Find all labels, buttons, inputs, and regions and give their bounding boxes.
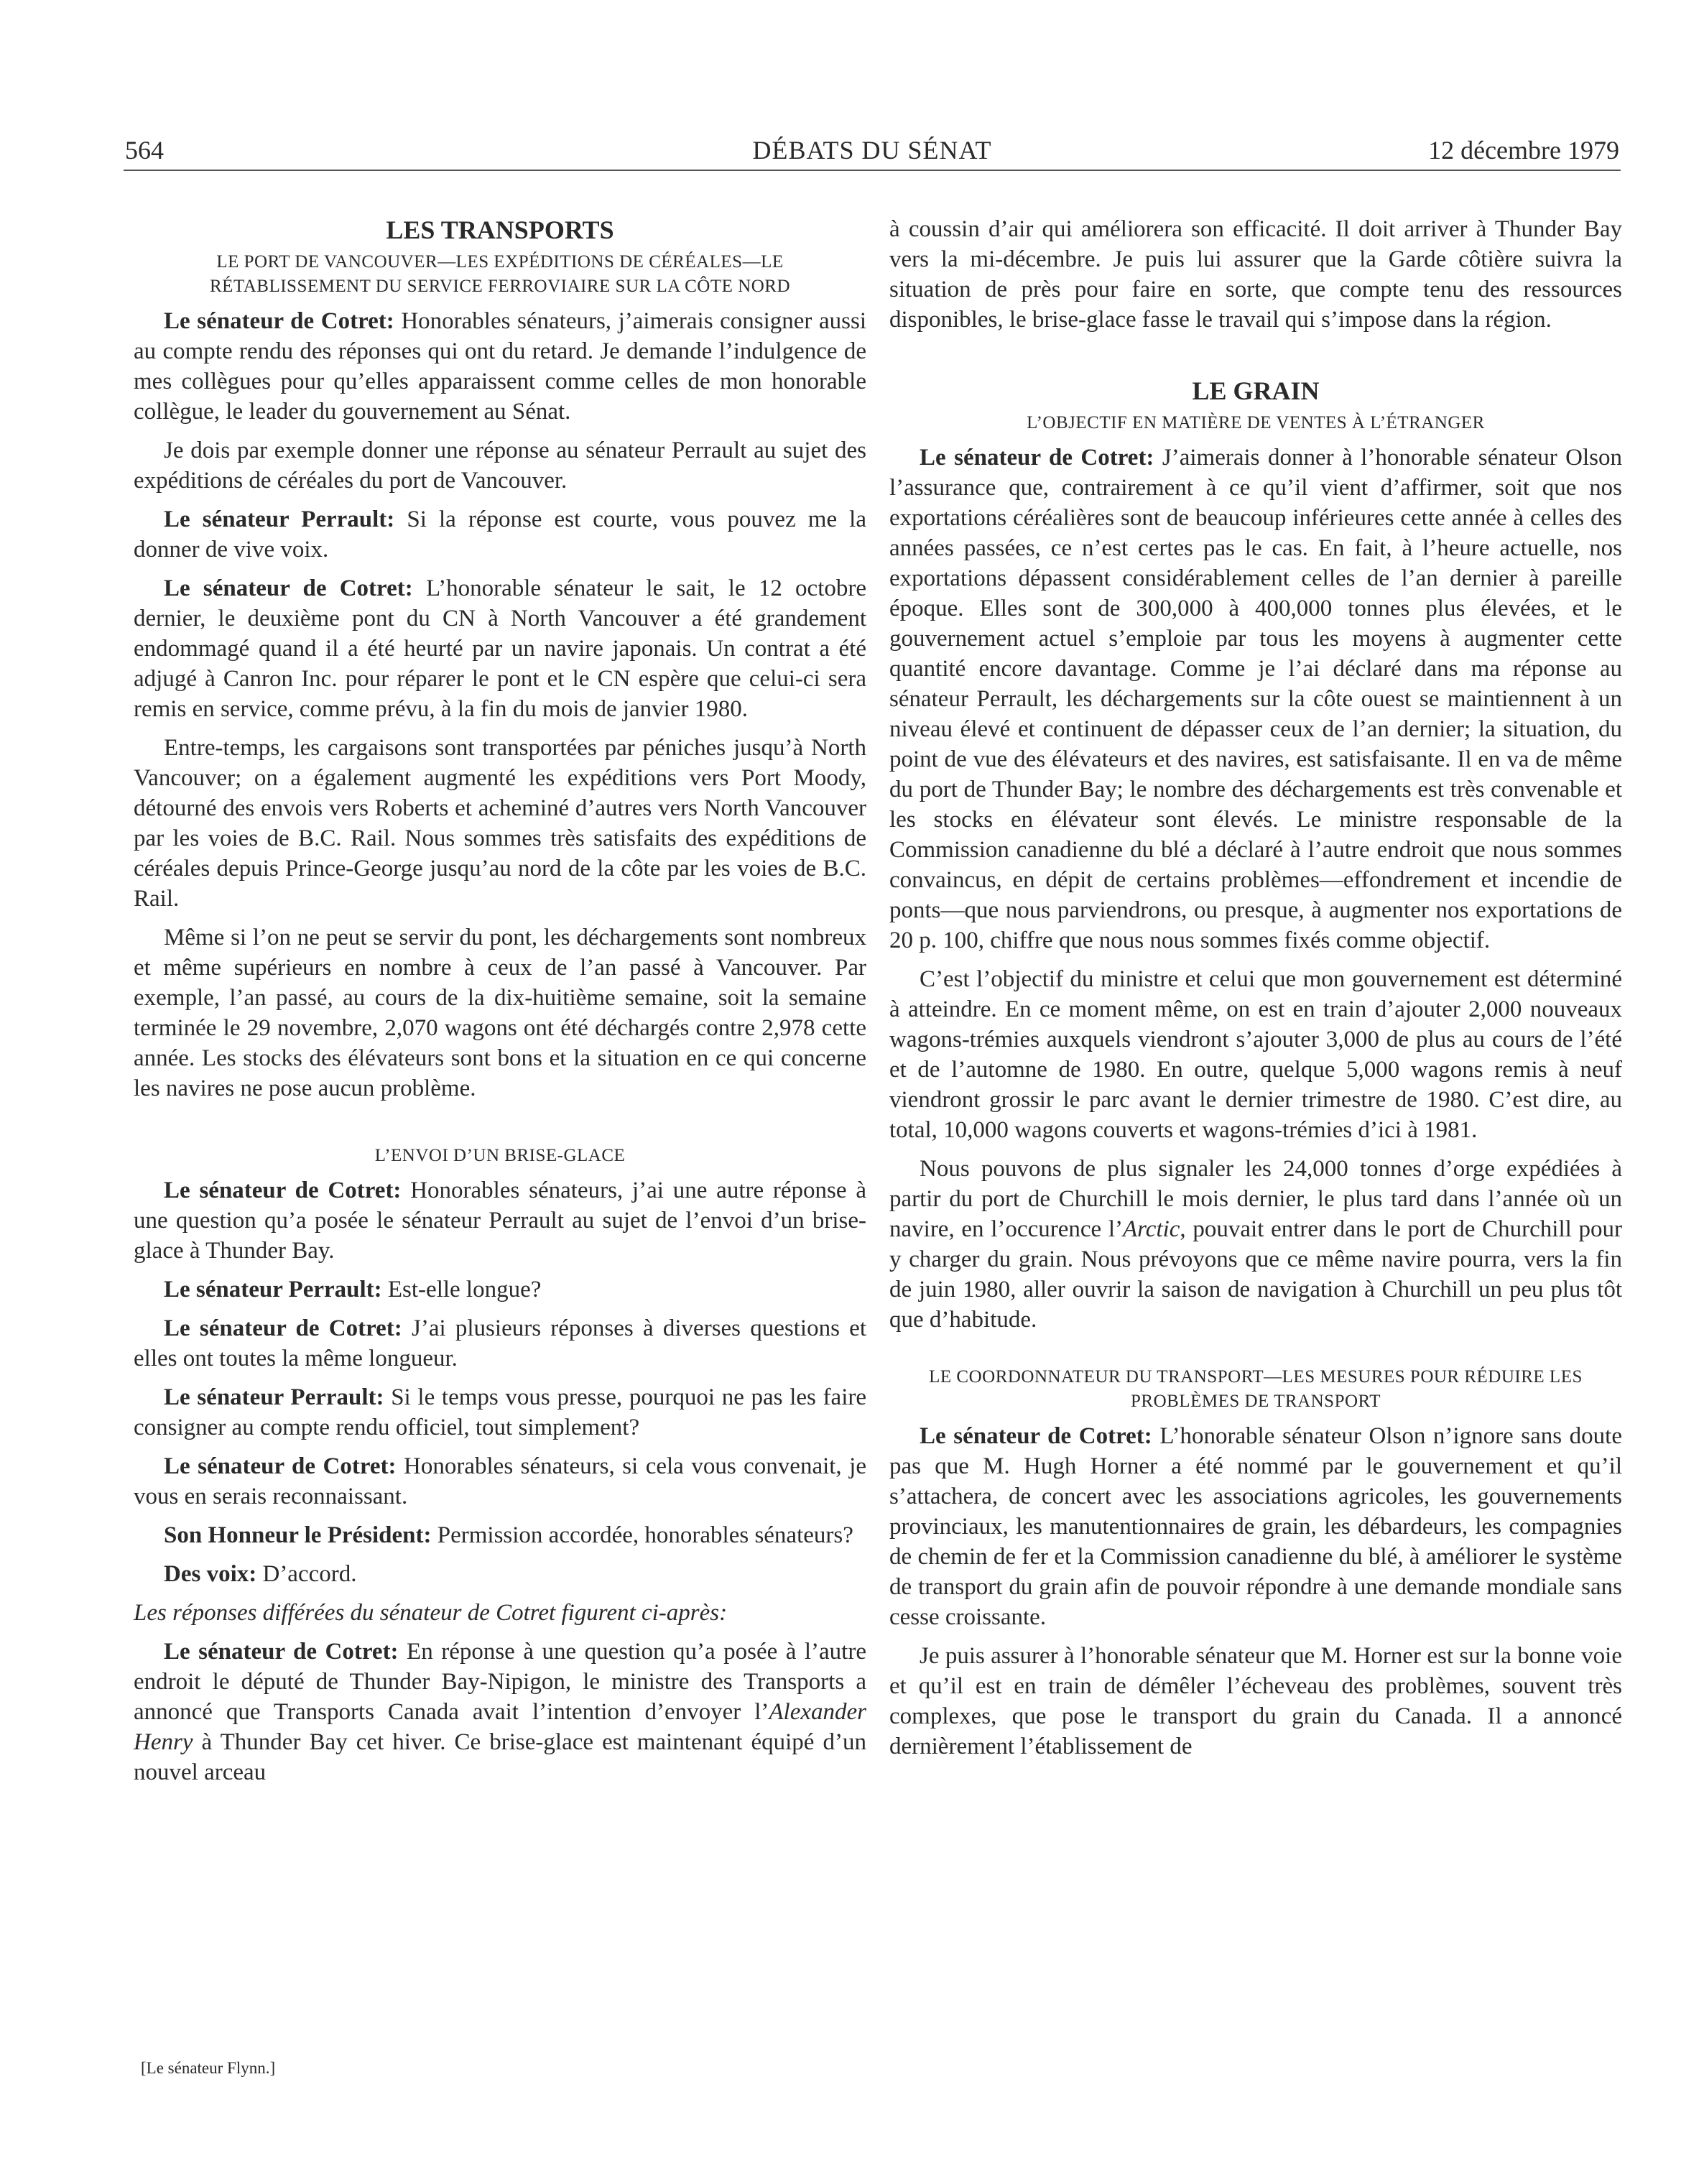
speaker-name: Le sénateur de Cotret: bbox=[164, 575, 413, 601]
paragraph: Je puis assurer à l’honorable sénateur que M. Horner est sur la bonne voie et qu’il est en train de démêler l’écheveau des problèmes, souvent très complexes, que pose le transport du grain du Canada. Il a annoncé dernièrement l’établissement de bbox=[889, 1643, 1622, 1759]
ship-name: Alexander Henry bbox=[134, 1699, 866, 1755]
page-date: 12 décembre 1979 bbox=[1428, 136, 1619, 165]
speaker-name: Le sénateur de Cotret: bbox=[164, 1177, 402, 1203]
speaker-name: Le sénateur de Cotret: bbox=[164, 1453, 397, 1479]
paragraph: Le sénateur de Cotret: Honorables sénateurs, si cela vous convenait, je vous en serais reconnaissant. bbox=[134, 1453, 867, 1509]
italic-note: Les réponses différées du sénateur de Cotret figurent ci-après: bbox=[134, 1600, 728, 1626]
subheading-objectif-ventes: L’OBJECTIF EN MATIÈRE DE VENTES À L’ÉTRANGER bbox=[1027, 413, 1485, 432]
paragraph: Entre-temps, les cargaisons sont transportées par péniches jusqu’à North Vancouver; on a également augmenté les expéditions vers Port Moody, détourné des envois vers Roberts et acheminé d’autres vers North Vancouver par les voies de B.C. Rail. Nous sommes très satisfaits des expéditions de céréales depuis Prince-George jusqu’au nord de la côte par les voies de B.C. Rail. bbox=[134, 735, 866, 912]
speaker-name: Le sénateur de Cotret: bbox=[920, 1423, 1152, 1449]
ship-name: Arctic bbox=[1123, 1216, 1180, 1242]
page-header bbox=[124, 131, 1621, 171]
footnote: [Le sénateur Flynn.] bbox=[141, 2059, 276, 2077]
paragraph: Le sénateur Perrault: Si le temps vous presse, pourquoi ne pas les faire consigner au compte rendu officiel, tout simplement? bbox=[134, 1384, 866, 1440]
subheading-brise-glace: L’ENVOI D’UN BRISE-GLACE bbox=[374, 1146, 626, 1165]
paragraph: Nous pouvons de plus signaler les 24,000 tonnes d’orge expédiées à partir du port de Churchill le mois dernier, le plus tard dans l’année où un navire, en l’occurence l’Arctic, pouvait entrer dans le port de Churchill pour y charger du grain. Nous prévoyons que ce même navire pourra, vers la fin de juin 1980, aller ouvrir la saison de navigation à Churchill un peu plus tôt que d’habitude. bbox=[889, 1156, 1622, 1333]
speaker-name: Des voix: bbox=[164, 1561, 257, 1587]
paragraph: Le sénateur de Cotret: Honorables sénateurs, j’aimerais consigner aussi au compte rendu des réponses qui ont du retard. Je demande l’indulgence de mes collègues pour qu’elles apparaissent comme celles de mon honorable collègue, le leader du gouvernement au Sénat. bbox=[134, 308, 866, 425]
paragraph: Le sénateur Perrault: Si la réponse est courte, vous pouvez me la donner de vive voix. bbox=[134, 506, 866, 563]
speaker-name: Le sénateur de Cotret: bbox=[164, 308, 394, 334]
speaker-name: Le sénateur Perrault: bbox=[164, 506, 395, 532]
speaker-name: Le sénateur de Cotret: bbox=[164, 1315, 402, 1341]
paragraph: C’est l’objectif du ministre et celui que mon gouvernement est déterminé à atteindre. En ce moment même, on est en train d’ajouter 2,000 nouveaux wagons-trémies auxquels viendront s’ajouter 3,000 de plus au cours de l’été et de l’automne de 1980. En outre, quelque 5,000 wagons remis à neuf viendront grossir le parc avant le dernier trimestre de 1980. C’est dire, au total, 10,000 wagons couverts et wagons-trémies d’ici à 1981. bbox=[889, 966, 1622, 1143]
paragraph: à coussin d’air qui améliorera son efficacité. Il doit arriver à Thunder Bay vers la mi-décembre. Je puis lui assurer que la Garde côtière suivra la situation de près pour faire en sorte, que compte tenu des ressources disponibles, le brise-glace fasse le travail qui s’impose dans la région. bbox=[889, 216, 1622, 333]
page-number: 564 bbox=[125, 136, 164, 165]
right-column bbox=[889, 214, 1622, 1770]
subheading-coordonnateur: LE COORDONNATEUR DU TRANSPORT—LES MESURES POUR RÉDUIRE LES PROBLÈMES DE TRANSPORT bbox=[929, 1367, 1583, 1411]
speaker-name: Le sénateur Perrault: bbox=[164, 1384, 384, 1410]
speaker-name: Le sénateur de Cotret: bbox=[920, 445, 1154, 471]
paragraph: Des voix: D’accord. bbox=[164, 1561, 357, 1587]
speaker-name: Le sénateur de Cotret: bbox=[164, 1639, 399, 1665]
section-heading-grain: LE GRAIN bbox=[1192, 376, 1320, 405]
paragraph: Le sénateur de Cotret: En réponse à une question qu’a posée à l’autre endroit le député de Thunder Bay-Nipigon, le ministre des Transports a annoncé que Transports Canada avait l’intention d’envoyer l’Alexander Henry à Thunder Bay cet hiver. Ce brise-glace est maintenant équipé d’un nouvel arceau bbox=[134, 1639, 866, 1785]
paragraph: Son Honneur le Président: Permission accordée, honorables sénateurs? bbox=[164, 1522, 853, 1548]
section-heading-transports: LES TRANSPORTS bbox=[386, 216, 614, 244]
running-title: DÉBATS DU SÉNAT bbox=[752, 136, 992, 165]
paragraph: Le sénateur de Cotret: L’honorable sénateur le sait, le 12 octobre dernier, le deuxième pont du CN à North Vancouver a été grandement endommagé quand il a été heurté par un navire japonais. Un contrat a été adjugé à Canron Inc. pour réparer le pont et le CN espère que celui-ci sera remis en service, comme prévu, à la fin du mois de janvier 1980. bbox=[134, 575, 867, 722]
paragraph: Je dois par exemple donner une réponse au sénateur Perrault au sujet des expéditions de céréales du port de Vancouver. bbox=[134, 438, 866, 494]
paragraph: Même si l’on ne peut se servir du pont, les déchargements sont nombreux et même supérieurs en nombre à ceux de l’an passé à Vancouver. Par exemple, l’an passé, au cours de la dix-huitième semaine, soit la semaine terminée le 29 novembre, 2,070 wagons ont été déchargés contre 2,978 cette année. Les stocks des élévateurs sont bons et la situation en ce qui concerne les navires ne pose aucun problème. bbox=[134, 925, 866, 1101]
paragraph: Le sénateur de Cotret: L’honorable sénateur Olson n’ignore sans doute pas que M. Hugh Horner a été nommé par le gouvernement et qu’il s’attachera, de concert avec les associations agricoles, les gouvernements provinciaux, les manutentionnaires de grain, les débardeurs, les compagnies de chemin de fer et la Commission canadienne du blé, à améliorer le système de transport du grain afin de pouvoir répondre à une demande mondiale sans cesse croissante. bbox=[889, 1423, 1622, 1630]
speaker-name: Son Honneur le Président: bbox=[164, 1522, 432, 1548]
paragraph: Le sénateur de Cotret: J’ai plusieurs réponses à diverses questions et elles ont toutes la même longueur. bbox=[134, 1315, 866, 1371]
paragraph: Le sénateur de Cotret: Honorables sénateurs, j’ai une autre réponse à une question qu’a posée le sénateur Perrault au sujet de l’envoi d’un brise-glace à Thunder Bay. bbox=[134, 1177, 866, 1264]
subheading-port-vancouver: LE PORT DE VANCOUVER—LES EXPÉDITIONS DE CÉRÉALES—LE RÉTABLISSEMENT DU SERVICE FERROVIAIRE SUR LA CÔTE NORD bbox=[210, 252, 790, 296]
paragraph: Le sénateur de Cotret: J’aimerais donner à l’honorable sénateur Olson l’assurance que, contrairement à ce qu’il vient d’affirmer, soit que nos exportations céréalières sont de beaucoup inférieures cette année à celles des années passées, ce n’est certes pas le cas. En fait, à l’heure actuelle, nos exportations dépassent considérablement celles de l’an dernier à pareille époque. Elles sont de 300,000 à 400,000 tonnes plus élevées, et le gouvernement actuel s’emploie par tous les moyens à augmenter cette quantité encore davantage. Comme je l’ai déclaré dans ma réponse au sénateur Perrault, les déchargements sur la côte ouest se maintiennent à un niveau élevé et continuent de dépasser ceux de l’an dernier; la situation, du point de vue des élévateurs et des navires, est satisfaisante. Il en va de même du port de Thunder Bay; le nombre des déchargements est très convenable et les stocks en élévateur sont élevés. Le ministre responsable de la Commission canadienne du blé a déclaré à l’autre endroit que nous sommes convaincus, en dépit de certains problèmes—effondrement et incendie de ponts—que nous parviendrons, ou presque, à augmenter nos exportations de 20 p. 100, chiffre que nous nous sommes fixés comme objectif. bbox=[889, 445, 1622, 953]
paragraph: Le sénateur Perrault: Est-elle longue? bbox=[164, 1277, 542, 1302]
left-column bbox=[134, 214, 866, 1796]
speaker-name: Le sénateur Perrault: bbox=[164, 1277, 382, 1302]
